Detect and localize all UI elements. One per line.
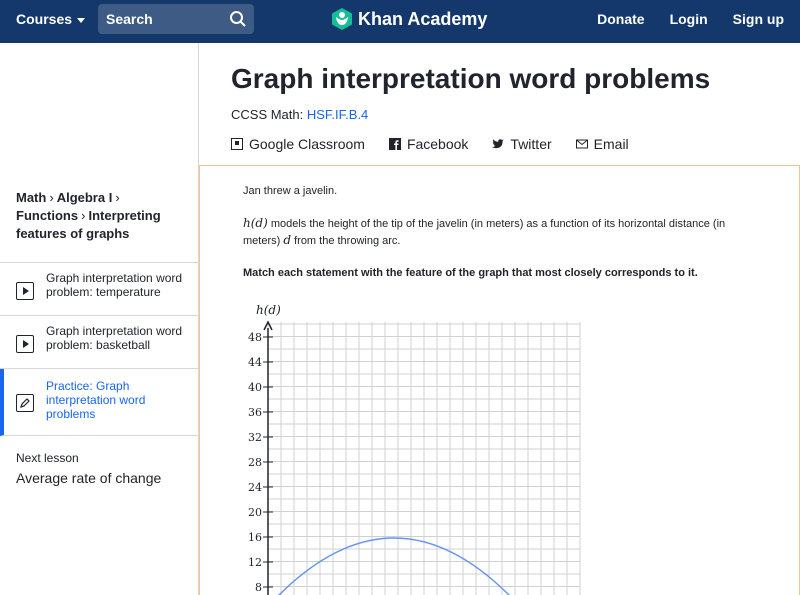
search-input[interactable] xyxy=(98,11,218,27)
ccss-standard xyxy=(231,107,368,122)
login-link[interactable]: Login xyxy=(669,11,708,27)
y-tick-label: 48 xyxy=(248,331,262,344)
video-play-icon xyxy=(16,282,34,300)
video-play-icon xyxy=(16,335,34,353)
y-tick-label: 16 xyxy=(248,531,262,544)
email-label: Email xyxy=(593,136,629,152)
khan-academy-logo[interactable] xyxy=(332,8,487,30)
breadcrumb-math[interactable]: Math xyxy=(16,190,47,205)
y-tick-label: 24 xyxy=(248,481,262,494)
email-icon xyxy=(576,138,588,150)
variable-d: d xyxy=(283,233,292,247)
javelin-graph xyxy=(240,298,600,595)
problem-description xyxy=(243,215,733,249)
search-icon[interactable] xyxy=(229,10,247,28)
y-tick-label: 8 xyxy=(255,581,262,594)
next-lesson-title[interactable]: Average rate of change xyxy=(16,470,162,486)
ccss-prefix: CCSS Math: xyxy=(231,107,304,122)
breadcrumb-functions[interactable]: Functions xyxy=(16,208,79,223)
breadcrumb xyxy=(16,189,191,243)
sidebar-item-practice[interactable] xyxy=(0,369,199,436)
sidebar-item-label: Practice: Graph interpretation word problems xyxy=(46,379,146,421)
sidebar-item-label: Graph interpretation word problem: basketball xyxy=(46,324,183,352)
y-axis-label: h(d) xyxy=(256,303,281,317)
ccss-link[interactable]: HSF.IF.B.4 xyxy=(306,107,369,122)
sidebar-item-temperature[interactable] xyxy=(0,263,199,316)
graph-grid xyxy=(268,322,580,595)
lesson-list xyxy=(0,262,199,436)
y-tick-label: 20 xyxy=(248,506,262,519)
sidebar-item-label: Graph interpretation word problem: temperature xyxy=(46,271,183,299)
top-nav xyxy=(0,0,800,43)
twitter-button[interactable] xyxy=(492,136,551,152)
facebook-button[interactable] xyxy=(389,136,468,152)
donate-link[interactable]: Donate xyxy=(597,11,645,27)
problem-intro: Jan threw a javelin. xyxy=(243,185,338,197)
description-part-a: models the height of the tip of the javelin (in meters) as a function of its horizontal distance (in meters) xyxy=(243,218,726,247)
function-h: h(d) xyxy=(243,216,268,230)
y-tick-label: 12 xyxy=(248,556,262,569)
sidebar xyxy=(0,43,199,595)
description-part-b: from the throwing arc. xyxy=(294,235,401,247)
logo-text: Khan Academy xyxy=(358,8,488,29)
nav-actions xyxy=(597,11,784,27)
courses-label: Courses xyxy=(16,11,73,27)
twitter-label: Twitter xyxy=(510,136,552,152)
chevron-down-icon xyxy=(77,18,85,23)
y-axis-ticks xyxy=(248,331,273,594)
facebook-icon xyxy=(389,138,401,150)
next-lesson[interactable] xyxy=(16,451,161,486)
facebook-label: Facebook xyxy=(406,136,469,152)
google-classroom-icon xyxy=(231,138,243,150)
signup-link[interactable]: Sign up xyxy=(732,11,784,27)
y-tick-label: 36 xyxy=(248,406,262,419)
exercise-panel xyxy=(199,165,800,595)
y-tick-label: 28 xyxy=(248,456,262,469)
y-tick-label: 32 xyxy=(248,431,262,444)
next-lesson-label: Next lesson xyxy=(16,451,79,465)
share-bar xyxy=(231,136,629,152)
chevron-right-icon: › xyxy=(115,190,120,205)
breadcrumb-interpreting[interactable]: Interpreting features of graphs xyxy=(16,208,161,241)
search-box xyxy=(98,4,254,34)
twitter-icon xyxy=(492,138,504,150)
problem-instruction: Match each statement with the feature of the graph that most closely corresponds to it. xyxy=(243,267,698,279)
chevron-right-icon: › xyxy=(49,190,54,205)
leaf-logo-icon xyxy=(332,8,352,30)
courses-menu[interactable] xyxy=(16,11,85,27)
email-button[interactable] xyxy=(576,136,629,152)
y-tick-label: 40 xyxy=(248,381,262,394)
sidebar-item-basketball[interactable] xyxy=(0,316,199,369)
pencil-icon xyxy=(16,394,34,412)
google-classroom-button[interactable] xyxy=(231,136,365,152)
breadcrumb-algebra[interactable]: Algebra I xyxy=(56,190,113,205)
y-tick-label: 44 xyxy=(248,356,262,369)
google-classroom-label: Google Classroom xyxy=(249,136,365,152)
chevron-right-icon: › xyxy=(81,208,86,223)
page-title: Graph interpretation word problems xyxy=(231,63,711,94)
